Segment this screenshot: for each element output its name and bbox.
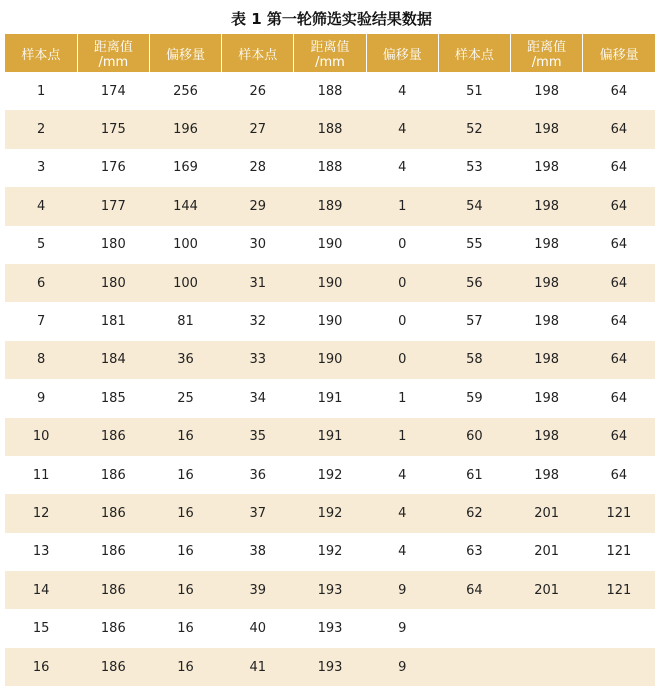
table-cell: 53 <box>466 160 483 176</box>
table-cell: 121 <box>583 571 655 609</box>
table-cell: 121 <box>583 494 655 532</box>
table-cell: 28 <box>249 160 267 176</box>
table-cell: 25 <box>177 390 194 406</box>
table-row <box>5 494 655 532</box>
table-cell <box>583 609 655 647</box>
table-cell <box>438 609 510 647</box>
table-cell: 16 <box>149 571 221 609</box>
table-cell <box>511 648 583 686</box>
table-row <box>5 110 655 148</box>
table-cell: 186 <box>100 467 126 483</box>
table-cell: 198 <box>534 390 560 406</box>
table-cell: 190 <box>294 341 366 379</box>
table-cell: 58 <box>438 341 510 379</box>
table-cell: 1 <box>36 83 46 99</box>
table-cell: 188 <box>317 160 343 176</box>
table-cell: 30 <box>249 237 267 253</box>
table-cell: 81 <box>177 314 194 330</box>
table-cell: 51 <box>466 83 483 99</box>
table-cell: 64 <box>583 418 655 456</box>
table-cell: 121 <box>606 544 632 560</box>
table-cell: 64 <box>583 264 655 302</box>
table-cell: 193 <box>294 571 366 609</box>
table-cell: 60 <box>438 418 510 456</box>
table-cell: 0 <box>366 264 438 302</box>
table-cell: 198 <box>511 110 583 148</box>
table-cell: 144 <box>149 187 221 225</box>
table-cell: 3 <box>36 160 46 176</box>
table-cell: 201 <box>511 571 583 609</box>
table-cell: 26 <box>249 83 267 99</box>
table-cell: 4 <box>398 467 407 483</box>
table-cell: 1 <box>366 418 438 456</box>
table-cell: 198 <box>511 418 583 456</box>
table-cell: 188 <box>294 110 366 148</box>
header-offset-3: 偏移量 <box>583 34 655 72</box>
table-cell: 193 <box>294 648 366 686</box>
header-row <box>5 34 655 72</box>
table-row <box>5 149 655 187</box>
table-cell: 33 <box>222 341 294 379</box>
header-sample-point-2: 样本点 <box>222 34 294 72</box>
table-cell: 54 <box>438 187 510 225</box>
table-cell: 39 <box>222 571 294 609</box>
table-cell: 196 <box>149 110 221 148</box>
table-cell: 61 <box>466 467 483 483</box>
table-cell: 37 <box>222 494 294 532</box>
table-cell: 192 <box>317 467 343 483</box>
table-cell: 36 <box>249 467 267 483</box>
table-cell: 9 <box>366 571 438 609</box>
table-row <box>5 302 655 340</box>
table-cell: 191 <box>317 390 343 406</box>
table-cell: 64 <box>610 160 628 176</box>
table-cell: 64 <box>583 110 655 148</box>
table-cell: 180 <box>100 237 126 253</box>
table-cell: 198 <box>534 237 560 253</box>
table-cell: 0 <box>398 237 407 253</box>
table-cell: 62 <box>438 494 510 532</box>
table-cell: 198 <box>511 264 583 302</box>
table-cell: 198 <box>511 187 583 225</box>
table-cell: 64 <box>610 390 628 406</box>
table-cell: 1 <box>398 390 407 406</box>
table-cell: 10 <box>5 418 77 456</box>
table-cell: 55 <box>466 237 483 253</box>
table-cell: 64 <box>583 187 655 225</box>
table-cell: 16 <box>177 544 194 560</box>
table-cell: 9 <box>398 621 407 637</box>
table-cell: 31 <box>222 264 294 302</box>
table-cell: 0 <box>398 314 407 330</box>
table-cell: 41 <box>222 648 294 686</box>
table-cell: 27 <box>222 110 294 148</box>
table-cell: 100 <box>173 237 198 253</box>
table-cell: 184 <box>77 341 149 379</box>
table-cell: 4 <box>5 187 77 225</box>
header-distance-2: 距离值 /mm <box>294 34 366 72</box>
table-cell: 185 <box>100 390 126 406</box>
table-cell: 256 <box>173 83 198 99</box>
results-table <box>5 34 655 686</box>
table-cell: 4 <box>366 110 438 148</box>
table-cell: 64 <box>438 571 510 609</box>
table-cell: 57 <box>466 314 483 330</box>
table-cell <box>583 648 655 686</box>
table-cell: 12 <box>5 494 77 532</box>
table-cell: 192 <box>294 494 366 532</box>
table-cell: 16 <box>177 621 194 637</box>
header-distance-1: 距离值 /mm <box>77 34 149 72</box>
table-cell: 7 <box>36 314 46 330</box>
table-cell: 14 <box>5 571 77 609</box>
table-row <box>5 341 655 379</box>
table-row <box>5 648 655 686</box>
table-cell: 192 <box>317 544 343 560</box>
table-cell: 186 <box>77 648 149 686</box>
table-cell: 198 <box>534 83 560 99</box>
table-cell: 5 <box>36 237 46 253</box>
table-cell: 4 <box>366 494 438 532</box>
table-cell: 175 <box>77 110 149 148</box>
table-cell: 176 <box>100 160 126 176</box>
table-cell: 56 <box>438 264 510 302</box>
header-sample-point-1: 样本点 <box>5 34 77 72</box>
table-cell: 9 <box>366 648 438 686</box>
table-cell: 174 <box>100 83 126 99</box>
table-cell: 29 <box>222 187 294 225</box>
table-cell: 64 <box>610 467 628 483</box>
table-row <box>5 571 655 609</box>
table-row <box>5 456 655 494</box>
table-cell: 1 <box>366 187 438 225</box>
table-cell: 4 <box>398 544 407 560</box>
table-cell: 64 <box>610 314 628 330</box>
table-cell: 34 <box>249 390 267 406</box>
table-body <box>5 72 655 686</box>
table-cell: 13 <box>32 544 50 560</box>
table-cell: 4 <box>398 83 407 99</box>
table-cell: 35 <box>222 418 294 456</box>
table-cell: 201 <box>534 544 560 560</box>
header-sample-point-3: 样本点 <box>438 34 510 72</box>
table-cell: 6 <box>5 264 77 302</box>
table-cell: 16 <box>177 467 194 483</box>
table-cell: 190 <box>294 264 366 302</box>
table-row <box>5 72 655 110</box>
table-cell: 191 <box>294 418 366 456</box>
table-cell: 190 <box>317 314 343 330</box>
table-cell: 8 <box>5 341 77 379</box>
table-cell: 32 <box>249 314 267 330</box>
header-distance-3: 距离值 /mm <box>511 34 583 72</box>
table-cell: 11 <box>32 467 50 483</box>
table-cell: 177 <box>77 187 149 225</box>
table-cell: 16 <box>149 494 221 532</box>
table-cell: 64 <box>610 83 628 99</box>
table-row <box>5 226 655 264</box>
table-cell: 16 <box>149 648 221 686</box>
table-cell: 180 <box>77 264 149 302</box>
table-cell: 189 <box>294 187 366 225</box>
table-cell: 36 <box>149 341 221 379</box>
table-cell: 169 <box>173 160 198 176</box>
table-cell: 63 <box>466 544 483 560</box>
table-cell: 16 <box>149 418 221 456</box>
table-cell: 181 <box>100 314 126 330</box>
header-offset-2: 偏移量 <box>366 34 438 72</box>
table-cell: 198 <box>511 341 583 379</box>
table-cell: 0 <box>366 341 438 379</box>
table-cell: 9 <box>36 390 46 406</box>
table-cell: 2 <box>5 110 77 148</box>
table-cell: 193 <box>317 621 343 637</box>
table-cell: 40 <box>249 621 267 637</box>
table-row <box>5 418 655 456</box>
table-row <box>5 264 655 302</box>
table-cell: 64 <box>610 237 628 253</box>
table-cell: 188 <box>317 83 343 99</box>
table-row <box>5 187 655 225</box>
table-cell: 15 <box>32 621 50 637</box>
table-cell: 186 <box>77 418 149 456</box>
table-cell: 4 <box>398 160 407 176</box>
table-cell: 186 <box>77 571 149 609</box>
table-cell: 52 <box>438 110 510 148</box>
table-cell: 64 <box>583 341 655 379</box>
header-offset-1: 偏移量 <box>149 34 221 72</box>
table-cell: 16 <box>5 648 77 686</box>
table-cell: 59 <box>466 390 483 406</box>
table-row <box>5 533 655 571</box>
table-cell: 190 <box>317 237 343 253</box>
table-cell: 186 <box>77 494 149 532</box>
table-cell: 198 <box>534 467 560 483</box>
table-cell: 186 <box>100 621 126 637</box>
table-cell <box>438 648 510 686</box>
table-cell: 198 <box>534 160 560 176</box>
table-cell: 100 <box>149 264 221 302</box>
table-cell: 198 <box>534 314 560 330</box>
table-row <box>5 609 655 647</box>
table-cell: 201 <box>511 494 583 532</box>
table-title: 表 1 第一轮筛选实验结果数据 <box>231 10 432 28</box>
table-cell: 38 <box>249 544 267 560</box>
table-cell: 186 <box>100 544 126 560</box>
table-row <box>5 379 655 417</box>
table-cell <box>511 609 583 647</box>
